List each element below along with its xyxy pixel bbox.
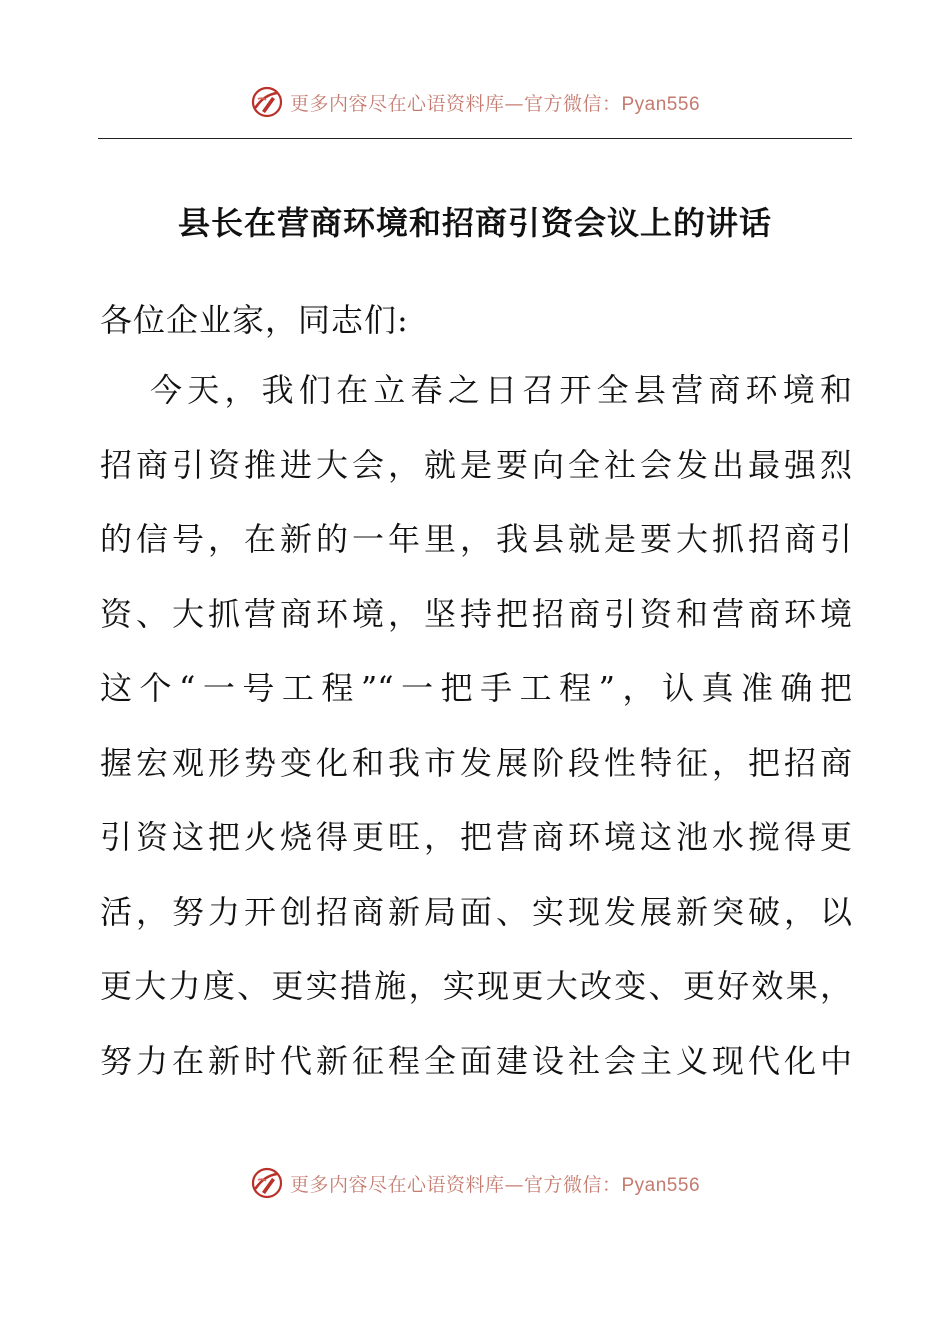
speech-paragraph — [100, 362, 852, 1107]
paragraph-line: 握宏观形势变化和我市发展阶段性特征，把招商 — [100, 743, 852, 782]
document-title: 县长在营商环境和招商引资会议上的讲话 — [177, 204, 772, 242]
paragraph-line: 今天，我们在立春之日召开全县营商环境和 — [150, 371, 852, 409]
salutation: 各位企业家，同志们: — [100, 301, 409, 339]
header-divider — [98, 138, 852, 139]
header-wechat-id: Pyan556 — [621, 93, 701, 115]
paragraph-line: 引资这把火烧得更旺，把营商环境这池水搅得更 — [100, 818, 852, 856]
paragraph-line: 活，努力开创招商新局面、实现发展新突破，以 — [100, 892, 852, 931]
paragraph-line: 这个“一号工程”“一把手工程”，认真准确把 — [100, 669, 852, 707]
footer-wechat-id: Pyan556 — [621, 1174, 701, 1196]
header-banner — [0, 82, 950, 122]
paragraph-line: 更大力度、更实措施，实现更大改变、更好效果， — [100, 967, 852, 1005]
footer-banner-text: 更多内容尽在心语资料库—官方微信：Pyan556 — [289, 1173, 701, 1196]
header-banner-text: 更多内容尽在心语资料库—官方微信：Pyan556 — [289, 92, 701, 115]
paragraph-line: 的信号，在新的一年里，我县就是要大抓招商引 — [100, 520, 852, 558]
paragraph-line: 招商引资推进大会，就是要向全社会发出最强烈 — [100, 445, 852, 484]
footer-banner — [0, 1163, 950, 1203]
paragraph-line: 资、大抓营商环境，坚持把招商引资和营商环境 — [100, 594, 852, 633]
pen-circle-logo-icon — [250, 1166, 284, 1200]
paragraph-line: 努力在新时代新征程全面建设社会主义现代化中 — [100, 1041, 852, 1080]
pen-circle-logo-icon — [250, 85, 284, 119]
